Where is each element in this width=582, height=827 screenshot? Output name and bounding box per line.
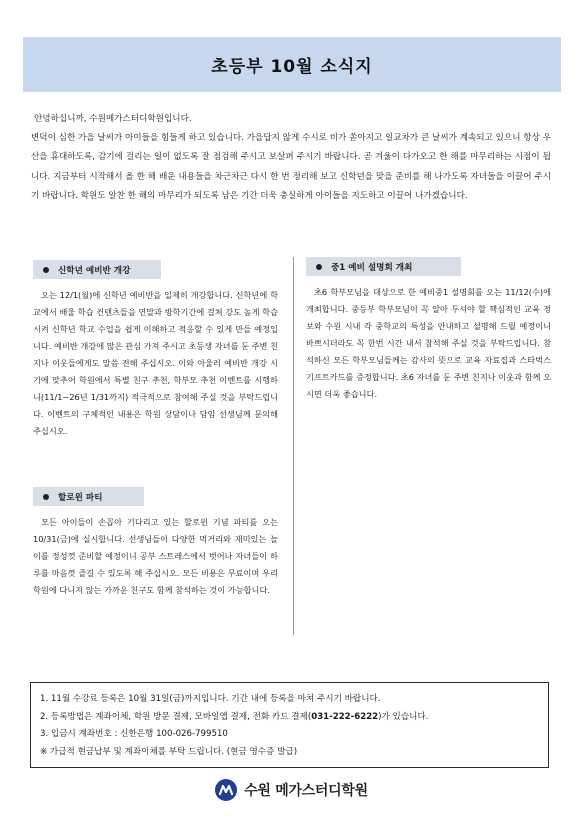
section-heading [306,257,461,276]
section-heading [33,487,144,506]
notice-text: )가 있습니다. [378,711,429,722]
column-divider [293,257,294,635]
intro-text [31,110,551,206]
notice-line: ※ 가급적 현금납부 및 계좌이체를 부탁 드립니다. (현금 영수증 발급) [40,746,298,757]
academy-name: 수원 메가스터디학원 [244,783,368,799]
section-body: 초6 학부모님을 대상으로 한 예비중1 설명회를 오는 11/12(수)에 개최합니다. 중등부 학부모님이 꼭 알아 두셔야 할 핵심적인 교육 정보와 수원 시내 각 중학교의 특성을 안내하고 설명해 드릴 예정이니 바쁘시더라도 꼭 한번 시간 내서 참석해 주실 것을 부탁드립니다. 참석하신 모든 학부모님들께는 감사의 뜻으로 교육 자료집과 스타벅스 기프트카드를 증정합니다. 초6 자녀를 둔 주변 친지나 이웃과 함께 오시면 더욱 좋습니다. [306,287,551,399]
footer-logo [0,775,582,805]
intro-paragraph: 변덕이 심한 가을 날씨가 아이들을 힘들게 하고 있습니다. 가을답지 않게 수시로 비가 쏟아지고 일교차가 큰 날씨가 계속되고 있으니 항상 우산을 휴대하도록, 감기에 걸리는 일이 없도록 잘 점검해 주시고 보살펴 주시기 바랍니다. 곧 겨울이 다가오고 한 해를 마무리하는 시점이 됩니다. 지금부터 시작해서 올 한 해 배운 내용들을 차근차근 다시 한 번 정리해 보고 신학년을 맞을 준비를 해 나가도록 자녀들을 이끌어 주시기 바랍니다. 학원도 알찬 한 해의 마무리가 되도록 남은 기간 더욱 충실하게 아이들을 지도하고 이끌어 나가겠습니다. [31,133,551,201]
title-banner [23,37,561,92]
section-heading-label: 중1 예비 설명회 개최 [331,262,413,273]
phone-number: 031-222-6222 [311,711,379,722]
section-new-grade [33,260,278,440]
section-body: 오는 12/1(월)에 신학년 예비반을 일제히 개강합니다. 신학년에 학교에서 배울 학습 컨텐츠들을 연말과 방학기간에 걸쳐 강도 높게 학습시켜 신학년 학교 수업을 쉽게 이해하고 적응할 수 있게 만들 예정입니다. 예비반 개강에 많은 관심 가져 주시고 초등생 자녀를 둔 주변 친지나 이웃들에게도 말씀 전해 주십시오. 이와 아울러 예비반 개강 시기에 맞추어 학원에서 특별 친구 추천, 학부모 추천 이벤트를 시행하니(11/1~26년 1/31까지) 적극적으로 참여해 주실 것을 부탁드립니다. 이벤트의 구체적인 내용은 학원 상담이나 담임 선생님께 문의해 주십시오. [33,290,278,436]
notice-line [40,709,539,727]
section-heading [33,260,161,279]
notice-line: 1. 11월 수강료 등록은 10월 31일(금)까지입니다. 기간 내에 등록을 마쳐 주시기 바랍니다. [40,694,381,704]
bullet-icon [316,264,322,270]
section-middle-school-briefing [306,257,551,403]
bullet-icon [43,267,49,273]
section-body: 모든 아이들이 손꼽아 기다리고 있는 할로윈 기념 파티를 오는 10/31(금)에 실시합니다. 선생님들이 다양한 먹거리와 재미있는 놀이를 정성껏 준비할 예정이니 공부 스트레스에서 벗어나 자녀들이 하루를 마음껏 즐길 수 있도록 해 주십시오. 모든 비용은 무료이며 우리 학원에 다니지 않는 가까운 친구도 함께 참석하는 것이 가능합니다. [33,517,278,595]
intro-greeting: 안녕하십니까, 수원메가스터디학원입니다. [34,114,192,124]
section-heading-label: 할로윈 파티 [58,492,103,503]
section-heading-label: 신학년 예비반 개강 [58,265,131,276]
bullet-icon [43,494,49,500]
section-halloween [33,487,278,599]
page-title: 초등부 10월 소식지 [211,57,373,77]
notice-text: 2. 등록방법은 계좌이체, 학원 방문 결제, 모바일앱 결제, 전화 카드 결제( [40,711,312,722]
megastudy-logo-icon [214,778,238,802]
notice-line: 3. 입금시 계좌번호 : 신한은행 100-026-799510 [40,729,228,739]
notice-box [30,682,549,768]
